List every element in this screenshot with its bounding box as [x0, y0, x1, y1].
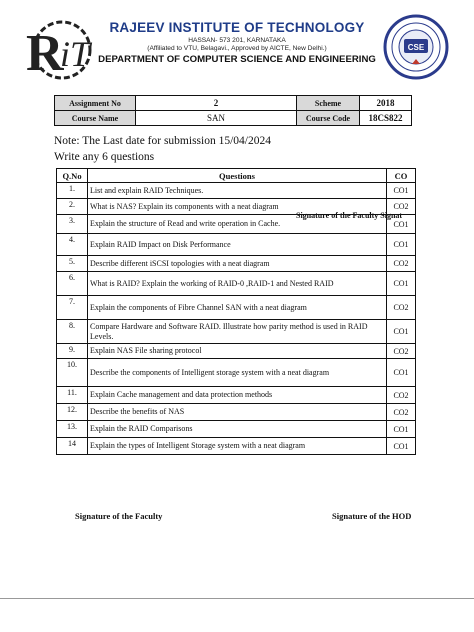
course-code-label: Course Code: [297, 111, 360, 126]
course-outcome: CO1: [387, 215, 416, 234]
question-number: 2.: [57, 199, 88, 215]
question-number: 5.: [57, 256, 88, 272]
question-text: List and explain RAID Techniques.: [88, 183, 387, 199]
question-number: 8.: [57, 320, 88, 344]
svg-text:R: R: [26, 25, 64, 82]
course-outcome: CO2: [387, 387, 416, 404]
question-text: Explain the components of Fibre Channel SAN with a neat diagram: [88, 296, 387, 320]
table-row: [57, 296, 416, 320]
question-text: Explain the types of Intelligent Storage system with a neat diagram: [88, 438, 387, 455]
svg-text:iT: iT: [60, 34, 91, 74]
question-text: Describe the benefits of NAS: [88, 404, 387, 421]
question-number: 7.: [57, 296, 88, 320]
question-text: Describe different iSCSI topologies with a neat diagram: [88, 256, 387, 272]
assignment-info-table: [54, 95, 412, 126]
department-name: DEPARTMENT OF COMPUTER SCIENCE AND ENGINEERING: [98, 54, 376, 65]
question-text: Explain Cache management and data protection methods: [88, 387, 387, 404]
table-row: [57, 344, 416, 359]
scheme-label: Scheme: [297, 96, 360, 111]
header-questions: Questions: [88, 169, 387, 183]
question-number: 13.: [57, 421, 88, 438]
table-row: [57, 256, 416, 272]
question-text: Explain the RAID Comparisons: [88, 421, 387, 438]
table-row: [57, 234, 416, 256]
question-number: 3.: [57, 215, 88, 234]
institute-address: HASSAN- 573 201, KARNATAKA: [188, 37, 286, 44]
course-outcome: CO1: [387, 320, 416, 344]
assignment-no-label: Assignment No: [55, 96, 136, 111]
seal-text: CSE: [407, 43, 425, 52]
table-row: [57, 387, 416, 404]
hod-signature-label: Signature of the HOD: [332, 511, 412, 521]
scheme-value: 2018: [360, 96, 412, 111]
table-row: [57, 183, 416, 199]
course-outcome: CO2: [387, 344, 416, 359]
table-row: [57, 421, 416, 438]
table-row: [57, 272, 416, 296]
question-text: Explain NAS File sharing protocol: [88, 344, 387, 359]
course-code-value: 18CS822: [360, 111, 412, 126]
course-name-value: SAN: [136, 111, 297, 126]
assignment-no-value: 2: [136, 96, 297, 111]
table-row: [57, 359, 416, 387]
submission-note: Note: The Last date for submission 15/04/2024: [54, 135, 271, 147]
question-text: Describe the components of Intelligent storage system with a neat diagram: [88, 359, 387, 387]
question-text: What is NAS? Explain its components with a neat diagram: [88, 199, 387, 215]
course-name-label: Course Name: [55, 111, 136, 126]
institute-name: RAJEEV INSTITUTE OF TECHNOLOGY: [109, 20, 365, 35]
course-outcome: CO2: [387, 256, 416, 272]
question-text: Explain RAID Impact on Disk Performance: [88, 234, 387, 256]
question-number: 14: [57, 438, 88, 455]
page-divider: [0, 598, 474, 599]
course-outcome: CO1: [387, 234, 416, 256]
table-row: [57, 320, 416, 344]
course-outcome: CO1: [387, 359, 416, 387]
question-text: Explain the structure of Read and write operation in Cache.: [88, 215, 387, 234]
course-outcome: CO1: [387, 183, 416, 199]
course-outcome: CO1: [387, 272, 416, 296]
course-outcome: CO2: [387, 199, 416, 215]
table-row: [57, 438, 416, 455]
question-text: What is RAID? Explain the working of RAID-0 ,RAID-1 and Nested RAID: [88, 272, 387, 296]
question-number: 6.: [57, 272, 88, 296]
institute-affiliation: (Affiliated to VTU, Belagavi., Approved by AICTE, New Delhi.): [147, 45, 327, 52]
question-number: 12.: [57, 404, 88, 421]
course-outcome: CO1: [387, 438, 416, 455]
question-number: 10.: [57, 359, 88, 387]
course-outcome: CO2: [387, 296, 416, 320]
course-outcome: CO1: [387, 421, 416, 438]
question-text: Compare Hardware and Software RAID. Illustrate how parity method is used in RAID Levels.: [88, 320, 387, 344]
question-number: 1.: [57, 183, 88, 199]
header-co: CO: [387, 169, 416, 183]
instruction-text: Write any 6 questions: [54, 151, 155, 163]
overlapping-signature-text: Signature of the Faculty Signat: [296, 211, 403, 220]
question-number: 9.: [57, 344, 88, 359]
header-qno: Q.No: [57, 169, 88, 183]
course-outcome: CO2: [387, 404, 416, 421]
question-number: 4.: [57, 234, 88, 256]
faculty-signature-label: Signature of the Faculty: [75, 511, 163, 521]
table-row: [57, 404, 416, 421]
question-number: 11.: [57, 387, 88, 404]
